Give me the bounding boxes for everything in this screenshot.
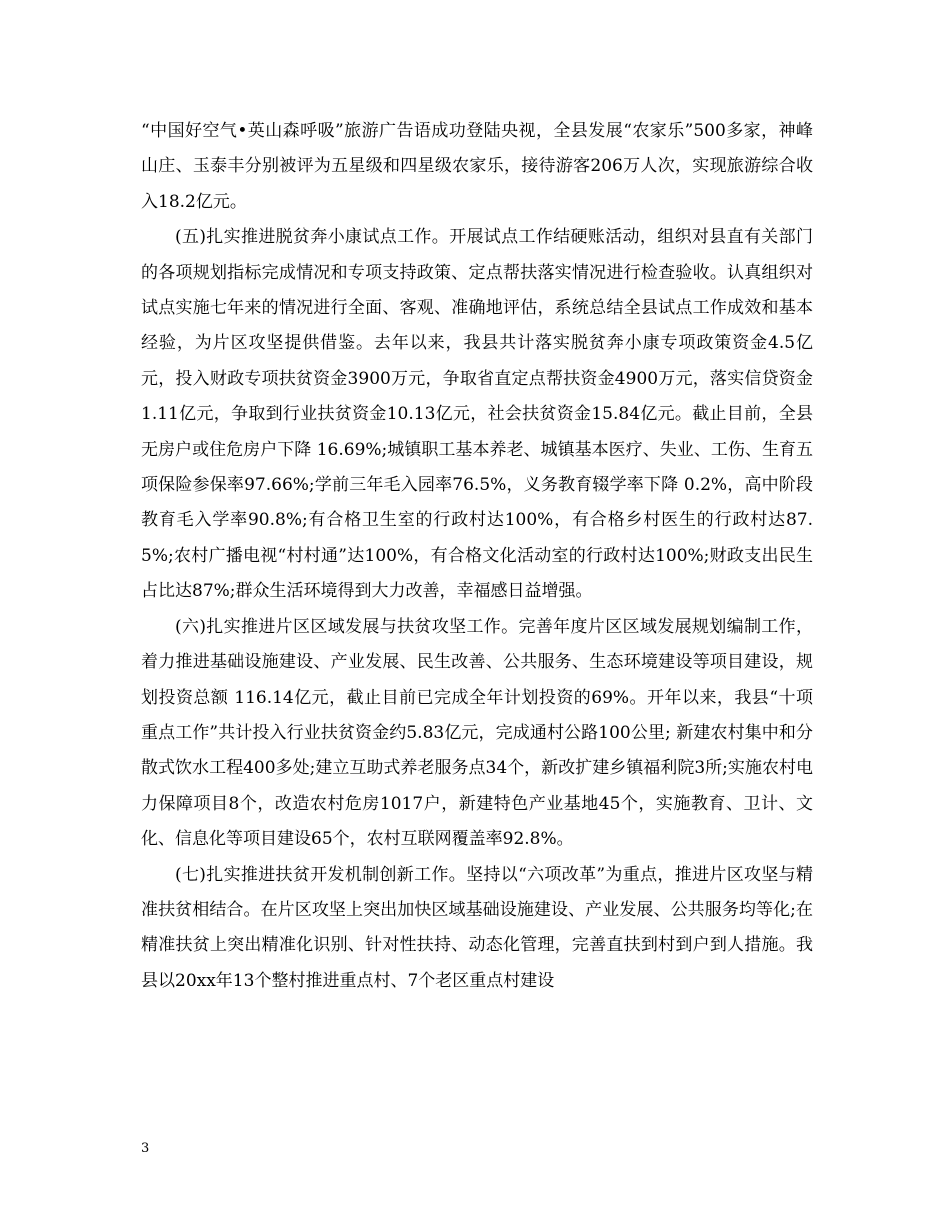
paragraph-tourism-results: “中国好空气•英山森呼吸”旅游广告语成功登陆央视，全县发展“农家乐”500多家，神峰山庄、玉泰丰分别被评为五星级和四星级农家乐，接待游客206万人次，实现旅游综合收入18.2亿元。 <box>141 121 813 212</box>
paragraph-section-7-mechanism-innovation: (七)扎实推进扶贫开发机制创新工作。坚持以“六项改革”为重点，推进片区攻坚与精准扶贫相结合。在片区攻坚上突出加快区域基础设施建设、产业发展、公共服务均等化;在精准扶贫上突出精准化识别、针对性扶持、动态化管理，完善直扶到村到户到人措施。我县以20xx年13个整村推进重点村、7个老区重点村建设 <box>141 864 813 991</box>
paragraph-section-5-poverty-pilot: (五)扎实推进脱贫奔小康试点工作。开展试点工作结硬账活动，组织对县直有关部门的各项规划指标完成情况和专项支持政策、定点帮扶落实情况进行检查验收。认真组织对试点实施七年来的情况进行全面、客观、准确地评估，系统总结全县试点工作成效和基本经验，为片区攻坚提供借鉴。去年以来，我县共计落实脱贫奔小康专项政策资金4.5亿元，投入财政专项扶贫资金3900万元，争取省直定点帮扶资金4900万元，落实信贷资金1.11亿元，争取到行业扶贫资金10.13亿元，社会扶贫资金15.84亿元。截止目前，全县无房户或住危房户下降 16.69%;城镇职工基本养老、城镇基本医疗、失业、工伤、生育五项保险参保率97.66%;学前三年毛入园率76.5%，义务教育辍学率下降 0.2%，高中阶段教育毛入学率90.8%;有合格卫生室的行政村达100%，有合格乡村医生的行政村达87.5%;农村广播电视“村村通”达100%，有合格文化活动室的行政村达100%;财政支出民生占比达87%;群众生活环境得到大力改善，幸福感日益增强。 <box>141 227 813 602</box>
page-number: 3 <box>141 1141 150 1156</box>
paragraph-section-6-regional-development: (六)扎实推进片区区域发展与扶贫攻坚工作。完善年度片区区域发展规划编制工作，着力推进基础设施建设、产业发展、民生改善、公共服务、生态环境建设等项目建设，规划投资总额 116.14亿元，截止目前已完成全年计划投资的69%。开年以来，我县“十项重点工作”共计投入行业扶贫资金约5.83亿元，完成通村公路100公里; 新建农村集中和分散式饮水工程400多处;建立互助式养老服务点34个，新改扩建乡镇福利院3所;实施农村电力保障项目8个，改造农村危房1017户，新建特色产业基地45个，实施教育、卫计、文化、信息化等项目建设65个，农村互联网覆盖率92.8%。 <box>141 616 813 850</box>
document-body <box>141 114 813 999</box>
